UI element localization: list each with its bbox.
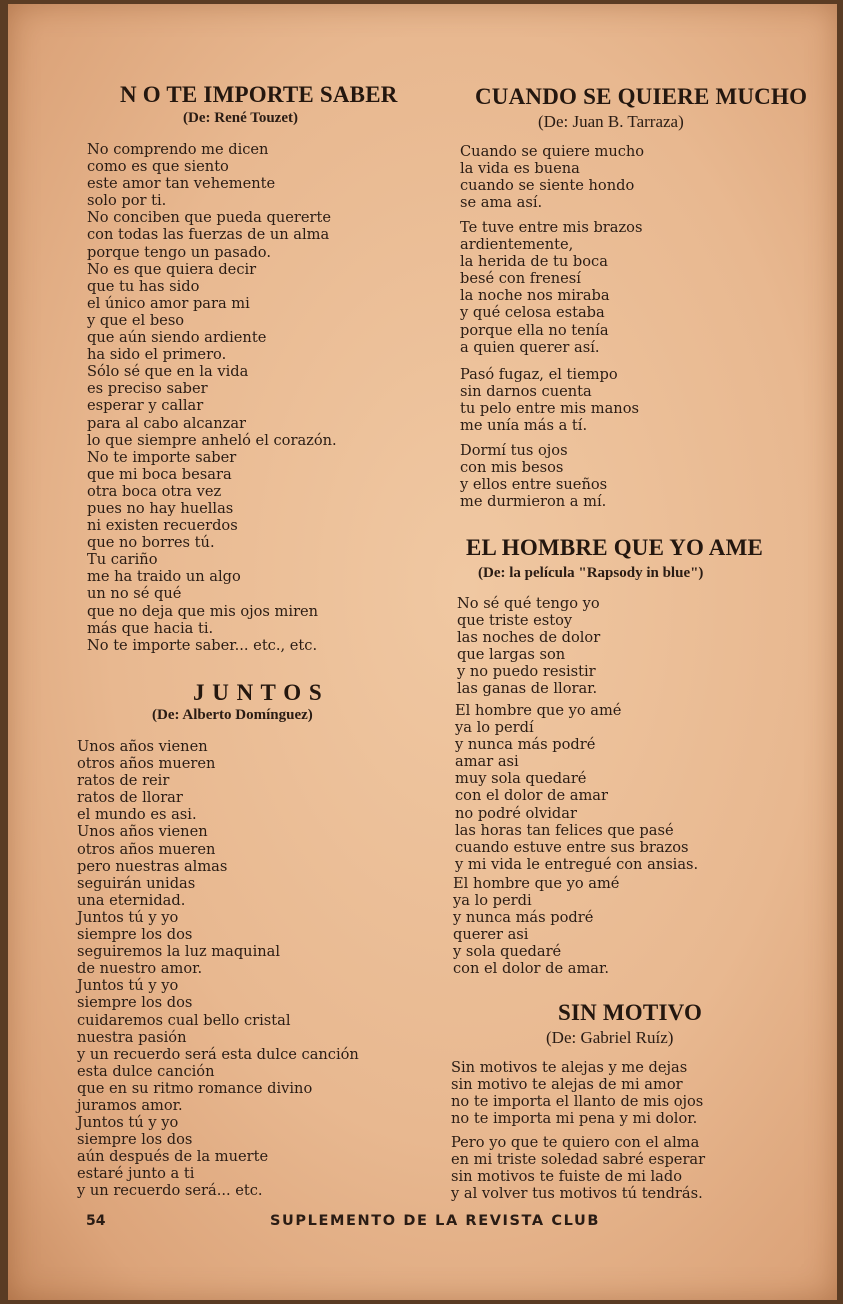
lyric-line: No conciben que pueda quererte (87, 209, 331, 227)
song-credit: (De: Alberto Domínguez) (152, 707, 313, 723)
lyric-line: Juntos tú y yo (77, 908, 179, 926)
lyric-line: ha sido el primero. (87, 346, 227, 364)
song-lyrics (460, 366, 639, 434)
song-lyrics (460, 219, 642, 356)
page-number: 54 (86, 1213, 106, 1229)
lyric-line: nuestra pasión (77, 1028, 187, 1046)
lyric-line: que triste estoy (457, 612, 573, 630)
lyric-line: sin darnos cuenta (460, 383, 592, 401)
song-title: EL HOMBRE QUE YO AME (466, 535, 764, 560)
lyric-line: Juntos tú y yo (77, 1114, 179, 1132)
lyric-line: una eternidad. (77, 891, 186, 909)
lyric-line: y ellos entre sueños (460, 476, 608, 494)
lyric-line: como es que siento (87, 158, 229, 176)
song-credit: (De: la película "Rapsody in blue") (478, 565, 704, 581)
lyric-line: No sé qué tengo yo (457, 595, 600, 612)
lyric-line: la vida es buena (460, 160, 580, 178)
lyric-line: Unos años vienen (77, 823, 208, 841)
lyric-line: No es que quiera decir (87, 260, 257, 278)
lyric-line: No te importe saber... etc., etc. (87, 636, 318, 654)
lyric-line: que aún siendo ardiente (87, 329, 267, 347)
lyric-line: y mi vida le entregué con ansias. (455, 855, 699, 873)
song-credit: (De: Gabriel Ruíz) (546, 1028, 674, 1047)
lyric-line: con el dolor de amar. (453, 960, 610, 978)
lyric-line: estaré junto a ti (77, 1165, 195, 1183)
lyric-line: que no borres tú. (87, 534, 215, 552)
lyric-line: amar asi (455, 753, 519, 771)
lyric-line: este amor tan vehemente (87, 175, 276, 193)
lyric-line: No comprendo me dicen (87, 141, 269, 158)
lyric-line: siempre los dos (77, 926, 193, 944)
lyric-line: que largas son (457, 646, 566, 664)
lyric-line: más que hacia ti. (87, 619, 214, 637)
lyric-line: que mi boca besara (87, 465, 232, 483)
lyric-line: que no deja que mis ojos miren (87, 602, 319, 620)
lyric-line: las noches de dolor (457, 629, 601, 647)
lyric-line: y no puedo resistir (457, 663, 596, 681)
song-lyrics (460, 442, 607, 510)
lyric-line: con todas las fuerzas de un alma (87, 226, 330, 244)
lyric-line: sin motivo te alejas de mi amor (451, 1076, 683, 1094)
lyric-line: ni existen recuerdos (87, 517, 238, 535)
lyric-line: que en su ritmo romance divino (77, 1079, 313, 1097)
lyric-line: ardientemente, (460, 236, 574, 254)
lyric-line: con el dolor de amar (455, 787, 608, 805)
lyric-line: Te tuve entre mis brazos (460, 219, 643, 236)
lyric-line: y un recuerdo será esta dulce canción (77, 1045, 359, 1063)
lyric-line: con mis besos (460, 459, 564, 477)
song-lyrics (77, 738, 359, 1200)
lyric-line: y al volver tus motivos tú tendrás. (451, 1185, 703, 1203)
lyric-line: para al cabo alcanzar (87, 414, 247, 432)
song-lyrics (455, 702, 698, 873)
lyric-line: Sólo sé que en la vida (87, 363, 249, 381)
lyric-line: seguiremos la luz maquinal (77, 943, 281, 961)
lyric-line: El hombre que yo amé (453, 875, 620, 892)
lyric-line: y que el beso (87, 311, 185, 329)
lyric-line: juramos amor. (77, 1096, 183, 1114)
lyric-line: cuando estuve entre sus brazos (455, 838, 689, 856)
lyric-line: y nunca más podré (455, 736, 596, 754)
lyric-line: aún después de la muerte (77, 1148, 269, 1166)
lyric-line: sin motivos te fuiste de mi lado (451, 1168, 683, 1186)
song-title: CUANDO SE QUIERE MUCHO (475, 84, 808, 109)
lyric-line: un no sé qué (87, 585, 182, 603)
song-lyrics (451, 1134, 705, 1202)
song-lyrics (87, 141, 337, 654)
lyric-line: cuidaremos cual bello cristal (77, 1011, 291, 1029)
lyric-line: pero nuestras almas (77, 857, 228, 875)
lyric-line: el mundo es asi. (77, 806, 197, 824)
lyric-line: siempre los dos (77, 1131, 193, 1149)
footer-text: SUPLEMENTO DE LA REVISTA CLUB (270, 1213, 600, 1229)
song-lyrics (453, 875, 619, 978)
lyric-line: muy sola quedaré (455, 770, 587, 788)
lyric-line: esperar y callar (87, 397, 204, 415)
lyric-line: me durmieron a mí. (460, 493, 607, 511)
lyric-line: ya lo perdi (453, 892, 532, 910)
song-credit: (De: Juan B. Tarraza) (538, 112, 684, 131)
lyric-line: otros años mueren (77, 840, 216, 858)
lyric-line: cuando se siente hondo (460, 177, 635, 195)
lyric-line: ratos de llorar (77, 789, 183, 807)
lyric-line: Sin motivos te alejas y me dejas (451, 1059, 688, 1076)
lyric-line: en mi triste soledad sabré esperar (451, 1151, 706, 1169)
song-credit: (De: René Touzet) (183, 110, 298, 126)
lyric-line: no te importa mi pena y mi dolor. (451, 1110, 698, 1128)
lyric-line: porque tengo un pasado. (87, 243, 271, 261)
lyric-line: porque ella no tenía (460, 321, 609, 339)
lyric-line: de nuestro amor. (77, 960, 203, 978)
lyric-line: Unos años vienen (77, 738, 208, 755)
lyric-line: seguirán unidas (77, 874, 196, 892)
lyric-line: es preciso saber (87, 380, 208, 398)
song-lyrics (460, 143, 644, 211)
lyric-line: besé con frenesí (460, 270, 581, 288)
song-lyrics (457, 595, 600, 698)
lyric-line: y nunca más podré (453, 909, 594, 927)
lyric-line: No te importe saber (87, 448, 237, 466)
lyric-line: y un recuerdo será... etc. (77, 1182, 263, 1200)
lyric-line: tu pelo entre mis manos (460, 400, 639, 418)
lyric-line: querer asi (453, 926, 529, 944)
lyric-line: me ha traido un algo (87, 568, 241, 586)
song-title: SIN MOTIVO (558, 1000, 703, 1025)
song-title: N O TE IMPORTE SABER (120, 82, 398, 107)
lyric-line: Dormí tus ojos (460, 442, 568, 459)
lyric-line: solo por ti. (87, 192, 167, 210)
song-title: J U N T O S (193, 680, 323, 705)
lyric-line: pues no hay huellas (87, 499, 234, 517)
lyric-line: se ama así. (460, 194, 543, 212)
lyric-line: El hombre que yo amé (455, 702, 622, 719)
lyric-line: Cuando se quiere mucho (460, 143, 645, 160)
lyric-line: Tu cariño (87, 551, 158, 569)
lyric-line: que tu has sido (87, 277, 200, 295)
lyric-line: el único amor para mi (87, 294, 250, 312)
lyric-line: ya lo perdí (455, 719, 534, 737)
song-lyrics (451, 1059, 703, 1127)
lyric-line: las horas tan felices que pasé (455, 821, 674, 839)
lyric-line: las ganas de llorar. (457, 680, 598, 698)
lyric-line: y sola quedaré (453, 943, 562, 961)
lyric-line: siempre los dos (77, 994, 193, 1012)
lyric-line: Juntos tú y yo (77, 977, 179, 995)
lyric-line: Pasó fugaz, el tiempo (460, 366, 618, 383)
lyric-line: me unía más a tí. (460, 417, 588, 435)
lyric-line: ratos de reir (77, 772, 170, 790)
lyric-line: otra boca otra vez (87, 482, 222, 500)
lyric-line: a quien querer así. (460, 338, 600, 356)
lyric-line: la noche nos miraba (460, 287, 610, 305)
lyric-line: otros años mueren (77, 755, 216, 773)
magazine-page (8, 4, 837, 1300)
lyric-line: esta dulce canción (77, 1062, 215, 1080)
lyric-line: Pero yo que te quiero con el alma (451, 1134, 700, 1151)
lyric-line: la herida de tu boca (460, 253, 608, 271)
lyric-line: no podré olvidar (455, 804, 577, 822)
lyric-line: y qué celosa estaba (460, 304, 605, 322)
lyric-line: no te importa el llanto de mis ojos (451, 1093, 704, 1111)
lyric-line: lo que siempre anheló el corazón. (87, 431, 337, 449)
